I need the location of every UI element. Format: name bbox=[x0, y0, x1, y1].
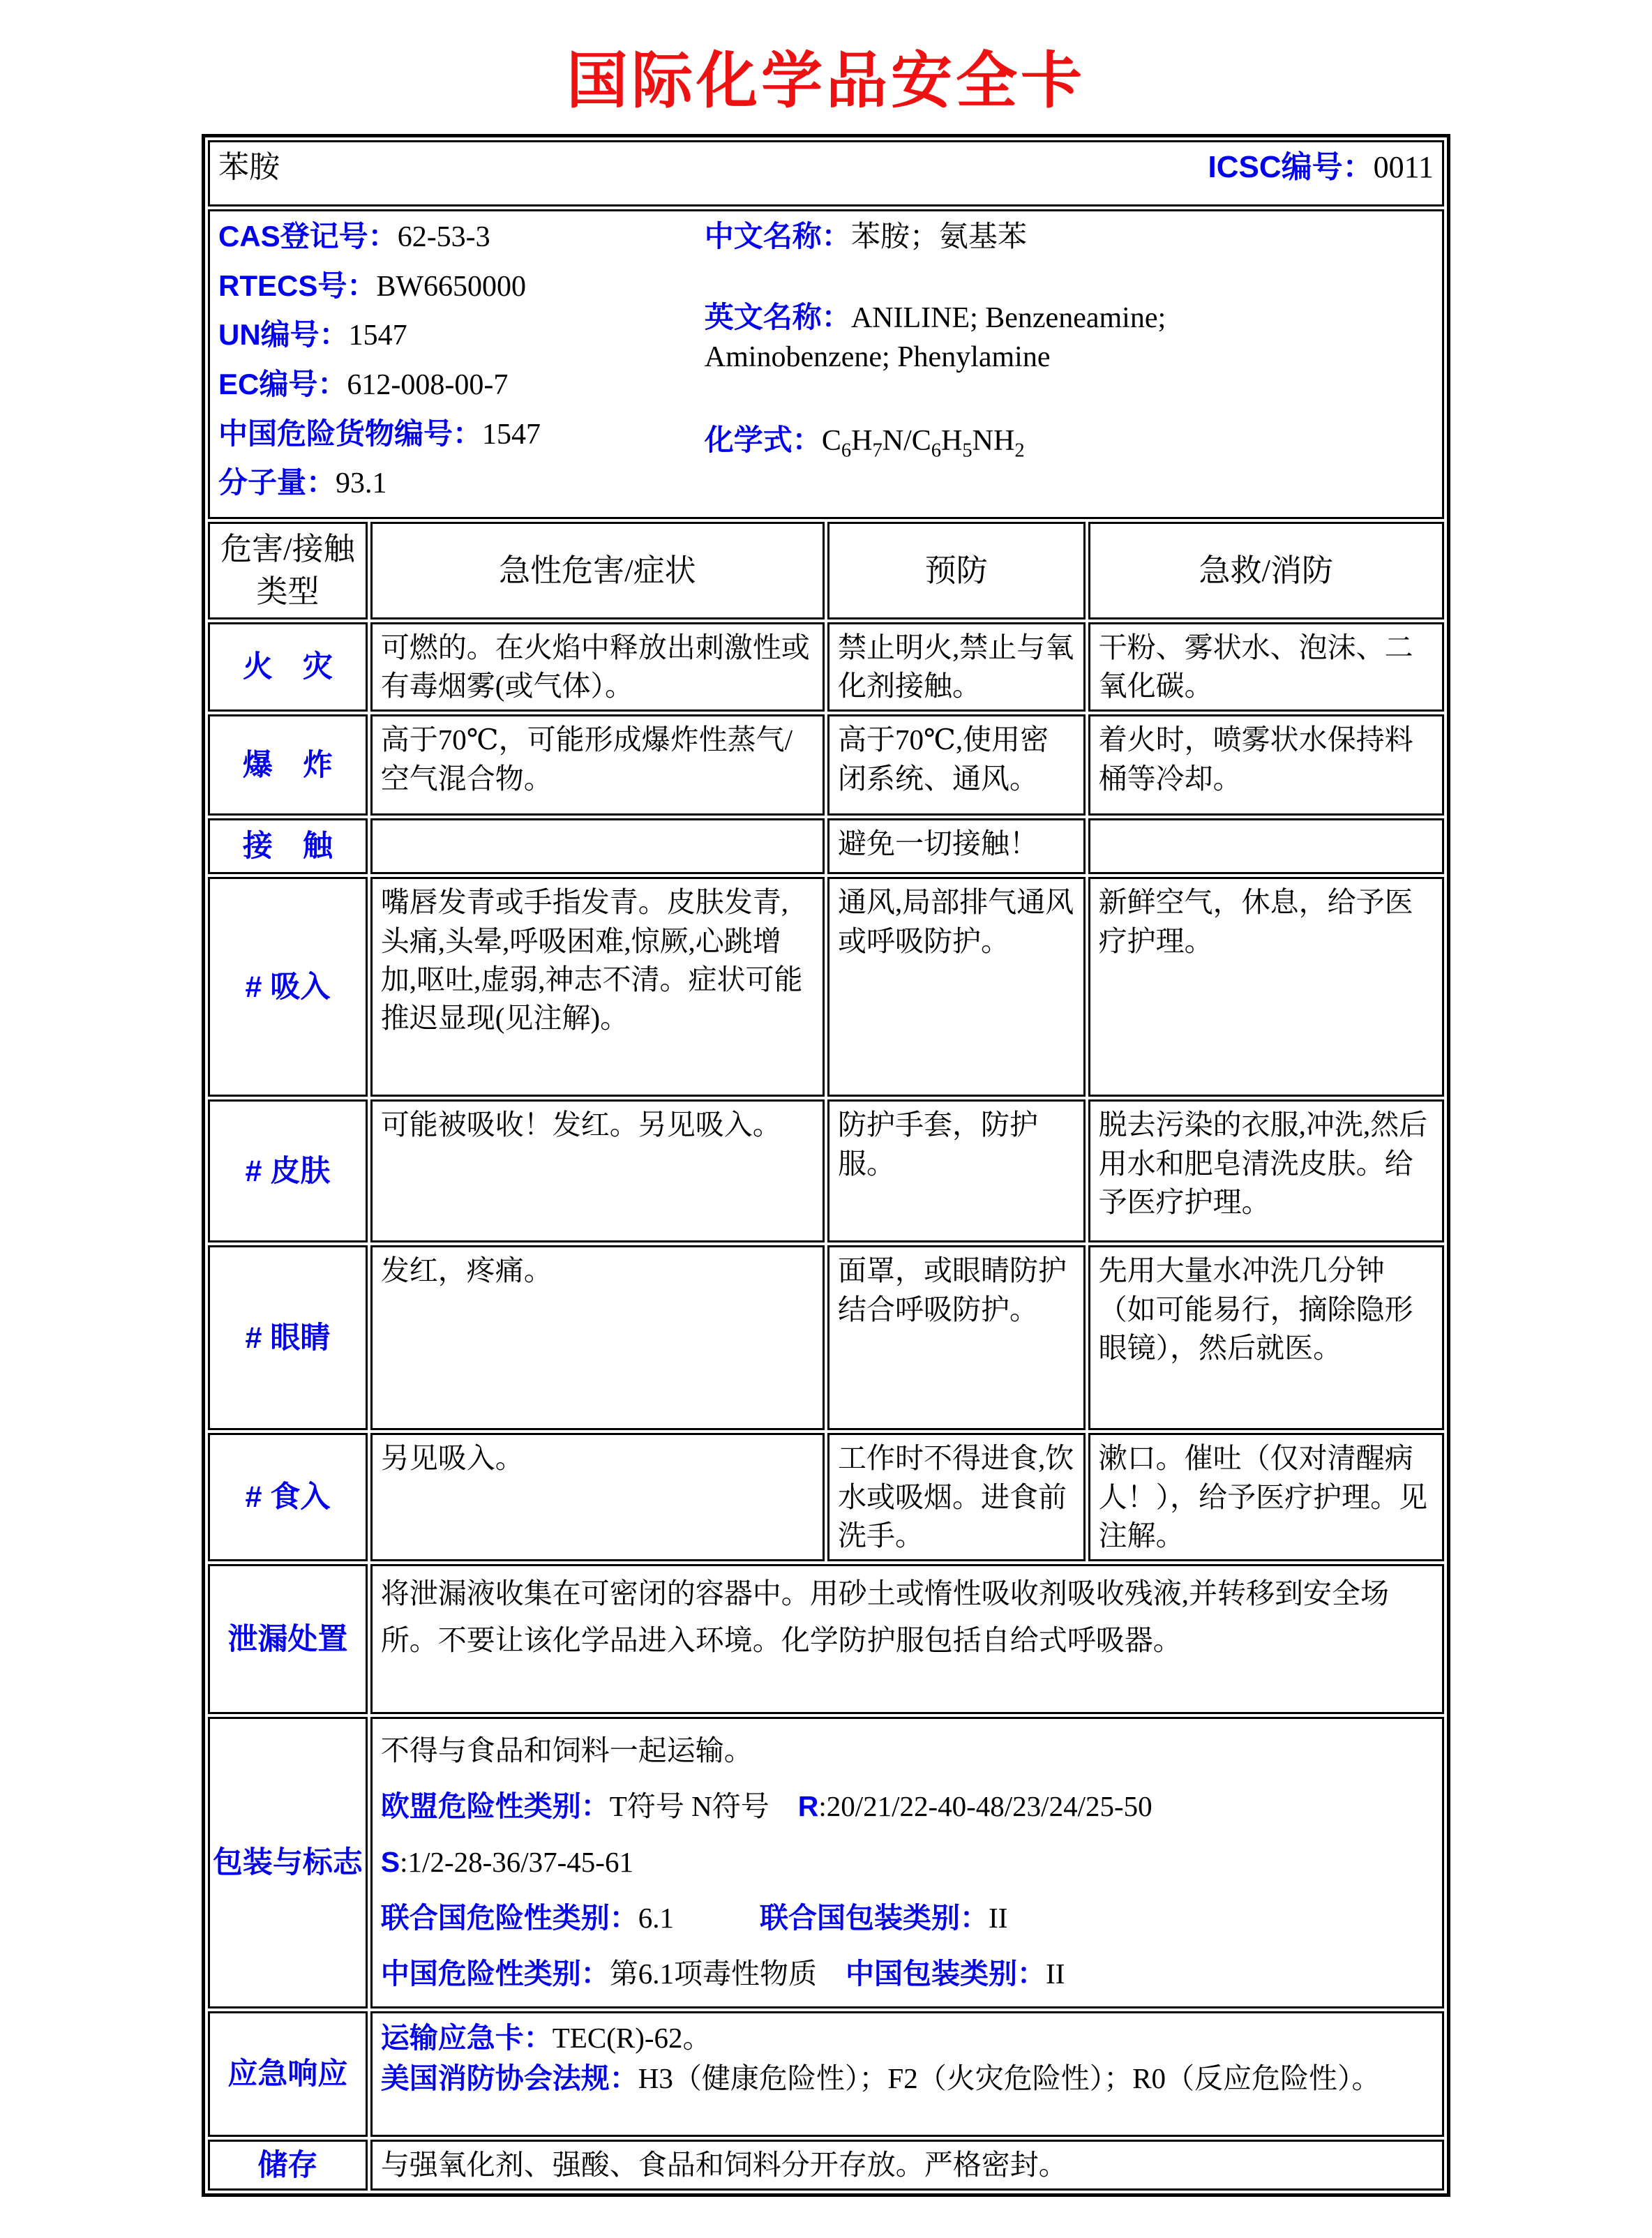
symptom-cell: 发红，疼痛。 bbox=[370, 1245, 825, 1430]
icsc-number-label: ICSC编号： bbox=[1208, 150, 1374, 184]
identifier-cell bbox=[208, 209, 1444, 519]
hazard-label: # 吸入 bbox=[208, 877, 368, 1097]
emergency-response-row bbox=[208, 2011, 1444, 2137]
hazard-row-eyes bbox=[208, 1245, 1444, 1430]
spill-disposal-row bbox=[208, 1564, 1444, 1714]
hazard-header-row bbox=[208, 522, 1444, 619]
first-aid-cell: 漱口。催吐（仅对清醒病人！），给予医疗护理。见注解。 bbox=[1088, 1433, 1444, 1561]
icsc-table bbox=[202, 134, 1450, 2197]
hazard-label: # 眼睛 bbox=[208, 1245, 368, 1430]
section-label: 泄漏处置 bbox=[208, 1564, 368, 1714]
header-prevention: 预防 bbox=[827, 522, 1086, 619]
symptom-cell: 高于70℃，可能形成爆炸性蒸气/空气混合物。 bbox=[370, 714, 825, 816]
molecular-weight-line: 分子量：93.1 bbox=[218, 466, 387, 500]
rtecs-number-line: RTECS号：BW6650000 bbox=[218, 269, 527, 303]
substance-name: 苯胺 bbox=[218, 150, 280, 184]
hazard-label: # 皮肤 bbox=[208, 1099, 368, 1242]
chinese-name-line: 中文名称：苯胺；氨基苯 bbox=[704, 220, 1027, 253]
hazard-label: 接 触 bbox=[208, 818, 368, 874]
hazard-label: 火 灾 bbox=[208, 622, 368, 712]
section-label: 应急响应 bbox=[208, 2011, 368, 2137]
prevention-cell: 防护手套，防护服。 bbox=[827, 1099, 1086, 1242]
hazard-row-explosion bbox=[208, 714, 1444, 816]
first-aid-cell: 先用大量水冲洗几分钟（如可能易行，摘除隐形眼镜），然后就医。 bbox=[1088, 1245, 1444, 1430]
symptom-cell: 可燃的。在火焰中释放出刺激性或有毒烟雾(或气体）。 bbox=[370, 622, 825, 712]
identifier-list bbox=[218, 216, 705, 513]
ec-number-line: EC编号：612-008-00-7 bbox=[218, 368, 509, 402]
symptom-cell bbox=[370, 818, 825, 874]
prevention-cell: 通风,局部排气通风或呼吸防护。 bbox=[827, 877, 1086, 1097]
symptom-cell: 另见吸入。 bbox=[370, 1433, 825, 1561]
spill-disposal-content: 将泄漏液收集在可密闭的容器中。用砂土或惰性吸收剂吸收残液,并转移到安全场所。不要让该化学品进入环境。化学防护服包括自给式呼吸器。 bbox=[370, 1564, 1444, 1714]
substance-title-cell bbox=[208, 140, 1444, 206]
header-symptoms: 急性危害/症状 bbox=[370, 522, 825, 619]
prevention-cell: 高于70℃,使用密闭系统、通风。 bbox=[827, 714, 1086, 816]
chemical-formula-line: 化学式：$C_6H_7N/C_6H_5NH_2$ bbox=[704, 423, 1025, 462]
symptom-cell: 可能被吸收！发红。另见吸入。 bbox=[370, 1099, 825, 1242]
hazard-row-contact bbox=[208, 818, 1444, 874]
prevention-cell: 工作时不得进食,饮水或吸烟。进食前洗手。 bbox=[827, 1433, 1086, 1561]
prevention-cell: 面罩，或眼睛防护结合呼吸防护。 bbox=[827, 1245, 1086, 1430]
packaging-labelling-content: 不得与食品和饲料一起运输。 欧盟危险性类别：T符号 N符号 R:20/21/22-40-48/23/24/25-50 S:1/2-28-36/37-45-61 联合国危险性类别：6.1 联合国包装类别：II 中国危险性类别：第6.1项毒性物质 中国包装类别：II bbox=[370, 1717, 1444, 2008]
china-dg-number-line: 中国危险货物编号：1547 bbox=[218, 416, 541, 451]
hazard-label: # 食入 bbox=[208, 1433, 368, 1561]
first-aid-cell: 脱去污染的衣服,冲洗,然后用水和肥皂清洗皮肤。给予医疗护理。 bbox=[1088, 1099, 1444, 1242]
storage-row bbox=[208, 2140, 1444, 2191]
first-aid-cell: 干粉、雾状水、泡沫、二氧化碳。 bbox=[1088, 622, 1444, 712]
storage-content: 与强氧化剂、强酸、食品和饲料分开存放。严格密封。 bbox=[370, 2140, 1444, 2191]
section-label: 包装与标志 bbox=[208, 1717, 368, 2008]
header-hazard-type: 危害/接触 类型 bbox=[208, 522, 368, 619]
first-aid-cell bbox=[1088, 818, 1444, 874]
first-aid-cell: 新鲜空气，休息，给予医疗护理。 bbox=[1088, 877, 1444, 1097]
hazard-row-ingestion bbox=[208, 1433, 1444, 1561]
page-title: 国际化学品安全卡 bbox=[566, 48, 1086, 116]
icsc-number-group bbox=[1208, 147, 1434, 188]
emergency-response-content: 运输应急卡：TEC(R)-62。 美国消防协会法规：H3（健康危险性）；F2（火灾危险性）；R0（反应危险性）。 bbox=[370, 2011, 1444, 2137]
symptom-cell: 嘴唇发青或手指发青。皮肤发青,头痛,头晕,呼吸困难,惊厥,心跳增加,呕吐,虚弱,神志不清。症状可能推迟显现(见注解)。 bbox=[370, 877, 825, 1097]
hazard-row-skin bbox=[208, 1099, 1444, 1242]
prevention-cell: 禁止明火,禁止与氧化剂接触。 bbox=[827, 622, 1086, 712]
chemical-formula: $C_6H_7N/C_6H_5NH_2$ bbox=[821, 425, 1025, 462]
english-name-line: 英文名称：ANILINE; Benzeneamine; Aminobenzene; Phenylamine bbox=[704, 300, 1166, 374]
cas-number-line: CAS登记号：62-53-3 bbox=[218, 220, 490, 253]
header-first-aid: 急救/消防 bbox=[1088, 522, 1444, 619]
packaging-labelling-row bbox=[208, 1717, 1444, 2008]
hazard-row-fire bbox=[208, 622, 1444, 712]
un-number-line: UN编号：1547 bbox=[218, 318, 407, 352]
substance-title-row bbox=[208, 140, 1444, 206]
identifier-row bbox=[208, 209, 1444, 519]
section-label: 储存 bbox=[208, 2140, 368, 2191]
hazard-row-inhalation bbox=[208, 877, 1444, 1097]
prevention-cell: 避免一切接触！ bbox=[827, 818, 1086, 874]
hazard-label: 爆 炸 bbox=[208, 714, 368, 816]
icsc-number-value: 0011 bbox=[1373, 150, 1434, 184]
name-list bbox=[705, 216, 1434, 513]
first-aid-cell: 着火时，喷雾状水保持料桶等冷却。 bbox=[1088, 714, 1444, 816]
